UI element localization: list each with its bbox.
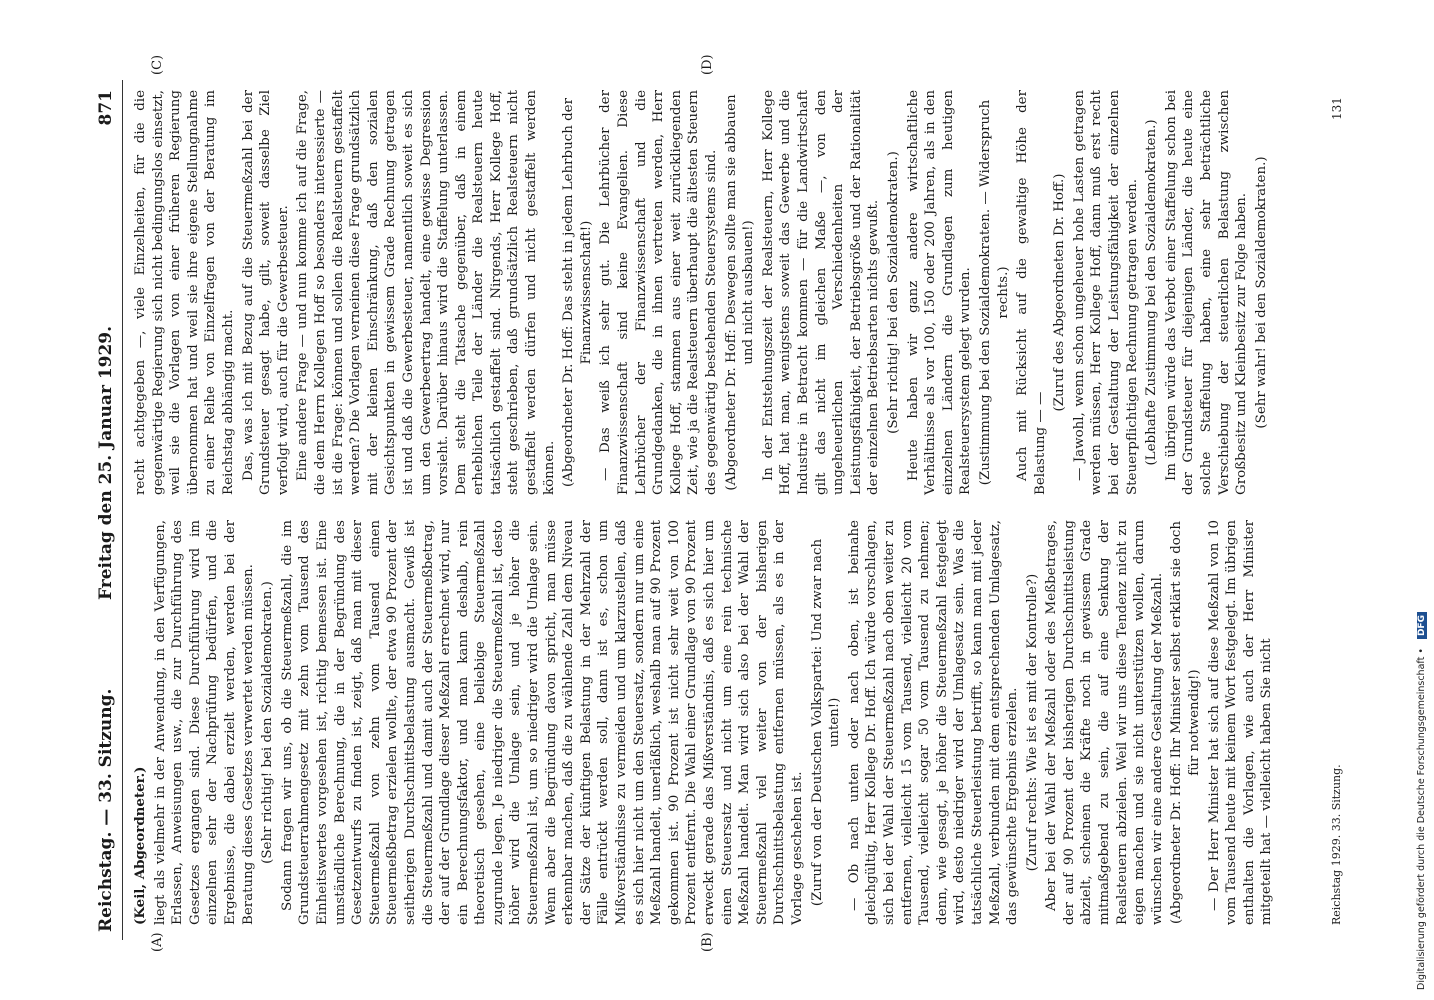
- paragraph: — Ob nach unten oder nach oben, ist beinahe gleichgültig, Herr Kollege Dr. Hoff. Ich würde vorschlagen, sich bei der Wahl der Steuermeßzahl nach oben weiter zu entfernen, vielleicht 15 vom Tausend, vielleicht 20 vom Tausend, vielleicht sogar 50 vom Tausend zu nehmen; denn, wie gesagt, je höher die Steuermeßzahl festgelegt wird, desto niedriger wird der Umlagesatz sein. Was die tatsächliche Steuerleistung betrifft, so kann man mit jeder Meßzahl, verbunden mit dem entsprechenden Umlagesatz, das gewünschte Ergebnis erzielen.: [846, 520, 1021, 925]
- paragraph: Eine andere Frage — und nun komme ich auf die Frage, die dem Herrn Kollegen Hoff so besonders interessierte — ist die Frage: können und sollen die Realsteuern gestaffelt werden? Die Vorlagen verneinen diese Frage grundsätzlich mit der kleinen Einschränkung, daß den sozialen Gesichtspunkten in gewissem Grade Rechnung getragen ist und daß die Gewerbesteuer, namentlich soweit es sich um den Gewerbeertrag handelt, eine gewisse Degression vorsieht. Darüber hinaus wird die Staffelung unterlassen. Dem steht die Tatsache gegenüber, daß in einem erheblichen Teile der Länder die Realsteuern heute tatsächlich gestaffelt sind. Nirgends, Herr Kollege Hoff, steht geschrieben, daß grundsätzlich Realsteuern nicht gestaffelt werden dürfen und nicht gestaffelt werden können.: [295, 90, 557, 495]
- interjection: (Abgeordneter Dr. Hoff: Deswegen sollte man sie abbauen und nicht ausbauen!): [723, 94, 757, 491]
- credit-text: Digitalisierung gefördert durch die Deutsche Forschungsgemeinschaft •: [1416, 648, 1427, 990]
- footer-sheet-number: 131: [1330, 97, 1344, 120]
- digitization-credit: [1404, 0, 1434, 1000]
- left-column: [132, 520, 1278, 925]
- paragraph: In der Entstehungszeit der Realsteuern, Herr Kollege Hoff, hat man, wenigstens soweit das Gewerbe und die Industrie in Betracht kommen — für die Landwirtschaft gilt das nicht im gleichen Maße —, von den ungeheuerlichen Verschiedenheiten der Leistungsfähigkeit, der Betriebsgröße und der Rationalität der einzelnen Betriebsarten nichts gewußt.: [760, 90, 882, 495]
- margin-mark-d: (D): [700, 54, 715, 75]
- interjection: (Lebhafte Zustimmung bei den Sozialdemokraten.): [1144, 119, 1160, 466]
- paragraph: — Das weiß ich sehr gut. Die Lehrbücher der Finanzwissenschaft sind keine Evangelien. Diese Lehrbücher der Finanzwissenschaft und die Grundgedanken, die in ihnen vertreten werden, Herr Kollege Hoff, stammen aus einer weit zurückliegenden Zeit, wie ja die Realsteuern überhaupt die ältesten Steuern des gegenwärtig bestehenden Steuersystems sind.: [598, 90, 719, 495]
- interjection: (Abgeordneter Dr. Hoff: Das steht in jedem Lehrbuch der Finanzwissenschaft!): [561, 98, 594, 488]
- interjection: (Sehr richtig! bei den Sozialdemokraten.): [885, 151, 901, 434]
- paragraph: Sodann fragen wir uns, ob die Steuermeßzahl, die im Grundsteuerrahmengesetz mit zehn vom Tausend des Einheitswertes vorgesehen ist, richtig bemessen ist. Eine umständliche Berechnung, die in der Begründung des Gesetzentwurfs zu finden ist, zeigt, daß man mit dieser Steuermeßzahl von zehn vom Tausend einen Steuermeßbetrag erzielen wollte, der etwa 90 Prozent der seitherigen Durchschnittsbelastung ausmacht. Gewiß ist die Steuermeßzahl und damit auch der Steuermeßbetrag, der auf der Grundlage dieser Meßzahl errechnet wird, nur ein Berechnungsfaktor, und man kann deshalb, rein theoretisch gesehen, eine beliebige Steuermeßzahl zugrunde legen. Je niedriger die Steuermeßzahl ist, desto höher wird die Umlage sein, und je höher die Steuermeßzahl ist, um so niedriger wird die Umlage sein. Wenn aber die Begründung davon spricht, man müsse erkennbar machen, daß die zu wählende Zahl dem Niveau der Sätze der künftigen Belastung in der Mehrzahl der Fälle entrückt werden soll, dann ist es, schon um Mißverständnisse zu vermeiden und um klarzustellen, daß es sich hier nicht um den Steuersatz, sondern nur um eine Meßzahl handelt, unerläßlich, weshalb man auf 90 Prozent gekommen ist. 90 Prozent ist nicht sehr weit von 100 Prozent entfernt. Die Wahl einer Grundlage von 90 Prozent erweckt gerade das Mißverständnis, daß es sich hier um einen Steuersatz und nicht um eine rein technische Meßzahl handelt. Man wird sich also bei der Wahl der Steuermeßzahl viel weiter von der bisherigen Durchschnittsbelastung entfernen müssen, als es in der Vorlage geschehen ist.: [279, 520, 805, 925]
- interjection: (Zuruf von der Deutschen Volkspartei: Und zwar nach unten!): [809, 538, 843, 907]
- paragraph: Im übrigen würde das Verbot einer Staffelung schon bei der Grundsteuer für diejenigen Länder, die heute eine solche Staffelung haben, eine sehr beträchtliche Verschiebung der steuerlichen Belastung zwischen Großbesitz und Kleinbesitz zur Folge haben.: [1163, 90, 1250, 495]
- margin-mark-b: (B): [700, 932, 715, 952]
- header-session: Reichstag. — 33. Sitzung.: [96, 688, 116, 932]
- paragraph: — Der Herr Minister hat sich auf diese Meßzahl von 10 vom Tausend heute mit keinem Wort festgelegt. Im übrigen enthalten die Vorlagen, wie auch der Herr Minister mitgeteilt hat — vielleicht haben Sie nicht: [1206, 519, 1275, 925]
- paragraph: recht achtgegeben —, viele Einzelheiten, für die die gegenwärtige Regierung sich nicht bedingungslos einsetzt, weil sie die Vorlagen von einer früheren Regierung übernommen hat und weil sie ihre eigene Stellungnahme zu einer Reihe von Einzelfragen von der Beratung im Reichstag abhängig macht.: [133, 90, 236, 495]
- right-column: [132, 90, 1272, 495]
- paragraph: Heute haben wir ganz andere wirtschaftliche Verhältnisse als vor 100, 150 oder 200 Jahren, als in den einzelnen Ländern die Grundlagen zum heutigen Realsteuersystem gelegt wurden.: [905, 90, 974, 495]
- interjection: (Sehr wahr! bei den Sozialdemokraten.): [1253, 156, 1269, 429]
- page-number: 871: [96, 90, 116, 126]
- interjection: (Zuruf des Abgeordneten Dr. Hoff.): [1052, 173, 1068, 412]
- dfg-logo: DFG: [1417, 612, 1427, 639]
- paragraph: — Jawohl, wenn schon ungeheuer hohe Lasten getragen werden müssen, Herr Kollege Hoff, dann muß erst recht bei der Gestaltung der Leistungsfähigkeit der einzelnen Steuerpflichtigen Rechnung getragen werden.: [1071, 90, 1140, 495]
- interjection: (Zustimmung bei den Sozialdemokraten. — Widerspruch rechts.): [977, 99, 1011, 486]
- interjection: (Abgeordneter Dr. Hoff: Ihr Minister selbst erklärt sie doch für notwendig!): [1169, 521, 1203, 925]
- header-rule: [122, 80, 123, 940]
- header-date: Freitag den 25. Januar 1929.: [96, 325, 116, 600]
- margin-mark-c: (C): [150, 54, 165, 75]
- margin-mark-a: (A): [150, 932, 165, 952]
- paragraph: Auch mit Rücksicht auf die gewaltige Höhe der Belastung — —: [1015, 90, 1048, 495]
- footer-signature: Reichstag 1929. 33. Sitzung.: [1330, 764, 1343, 925]
- paragraph: Das, was ich mit Bezug auf die Steuermeßzahl bei der Grundsteuer gesagt habe, gilt, soweit dasselbe Ziel verfolgt wird, auch für die Gewerbesteuer.: [240, 90, 291, 495]
- interjection: (Zuruf rechts: Wie ist es mit der Kontrolle?): [1024, 573, 1040, 872]
- paragraph: liegt als vielmehr in der Anwendung, in den Verfügungen, Erlassen, Anweisungen usw., die zur Durchführung des Gesetzes ergangen sind. Diese Durchführung wird im einzelnen sehr der Nachprüfung bedürfen, und die Ergebnisse, die dabei erzielt werden, werden bei der Beratung dieses Gesetzes verwertet werden müssen.: [152, 520, 256, 925]
- paragraph: Aber bei der Wahl der Meßzahl oder des Meßbetrages, der auf 90 Prozent der bisherigen Durchschnittsleistung abzielt, scheinen die Kräfte noch in gewissem Grade mitmaßgebend zu sein, die auf eine Senkung der Realsteuern abzielen. Weil wir uns diese Tendenz nicht zu eigen machen und sie nicht unterstützen wollen, darum wünschen wir eine andere Gestaltung der Meßzahl.: [1044, 520, 1165, 925]
- interjection: (Sehr richtig! bei den Sozialdemokraten.): [260, 581, 276, 864]
- speaker-label: (Keil, Abgeordneter.): [132, 766, 148, 925]
